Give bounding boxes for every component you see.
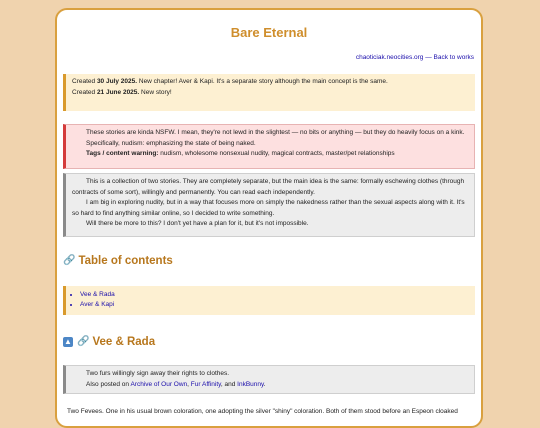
page-card [55,8,483,428]
update-item [72,88,475,99]
about-paragraph: Will there be more to this? I don't yet have a plan for it, but it's not impossible. [86,220,309,227]
link-icon[interactable]: 🔗 [77,336,90,348]
update-prefix: Created [72,88,97,96]
story-text: Two Fevees. One in his usual brown coloration, one adopting the silver "shiny" coloration. Both of them stood before an Espeon cloaked [67,408,458,415]
toc-item-vee-rada[interactable]: • Vee & Rada [80,290,475,300]
tags-label: Tags / content warning: [86,150,159,157]
toc-item-aver-kapi[interactable]: • Aver & Kapi [80,300,475,310]
update-date: 21 June 2025. [96,88,140,96]
vee-rada-summary: Two furs willingly sign away their rights to clothes. [86,370,230,377]
vee-rada-heading-text: Vee & Rada [92,336,156,348]
about-paragraph: This is a collection of two stories. They are completely separate, but the main idea is the same: formally eschewing clothes (through contracts of some sort), willingly and permanently. You can read each independently. [72,178,465,196]
separator: , and [220,380,238,388]
link-icon[interactable]: 🔗 [63,255,76,267]
toc-heading-text: Table of contents [78,255,173,267]
toc-list [72,290,475,310]
also-posted-line [72,380,468,391]
update-date: 30 July 2025. [96,78,138,85]
also-posted-prefix: Also posted on [86,380,131,388]
toc-heading [63,255,173,267]
furaffinity-link[interactable]: Fur Affinity [190,380,221,388]
about-paragraph: I am big in exploring nudity, but in a way that focuses more on simply the nakedness rather than the sexual aspects along with it. It's so hard to find anything similar online, so I decided to write something. [72,199,465,217]
inkbunny-link[interactable]: InkBunny [237,380,264,388]
tags-list: nudism, wholesome nonsexual nudity, magical contracts, master/pet relationships [158,150,395,157]
ao3-link[interactable]: Archive of Our Own [130,380,188,388]
site-link[interactable]: chaoticiak.neocities.org [355,54,424,61]
vee-rada-info-box [63,365,475,394]
update-text: New story! [139,88,172,96]
update-item [72,77,475,88]
tags-line [72,149,468,160]
back-to-works-link[interactable]: Back to works [433,54,474,61]
nsfw-warning-box [63,124,475,169]
update-text: New chapter! Aver & Kapi. It's a separate story although the main concept is the same. [137,78,388,85]
top-nav [356,54,474,61]
separator: . [263,380,266,388]
warning-text: These stories are kinda NSFW. I mean, they're not lewd in the slightest — no bits or anything — but they do heavily focus on a kink. Specifically, nudism: emphasizing the state of being naked. [86,129,465,147]
update-prefix: Created [72,78,97,85]
nav-separator: — [423,54,434,61]
toc-box [63,286,475,315]
about-box [63,173,475,237]
vee-rada-heading [63,336,155,348]
back-to-top-icon[interactable]: ▲ [64,336,72,346]
page-title: Bare Eternal [230,25,308,40]
separator: , [187,380,191,388]
updates-box [63,74,475,111]
